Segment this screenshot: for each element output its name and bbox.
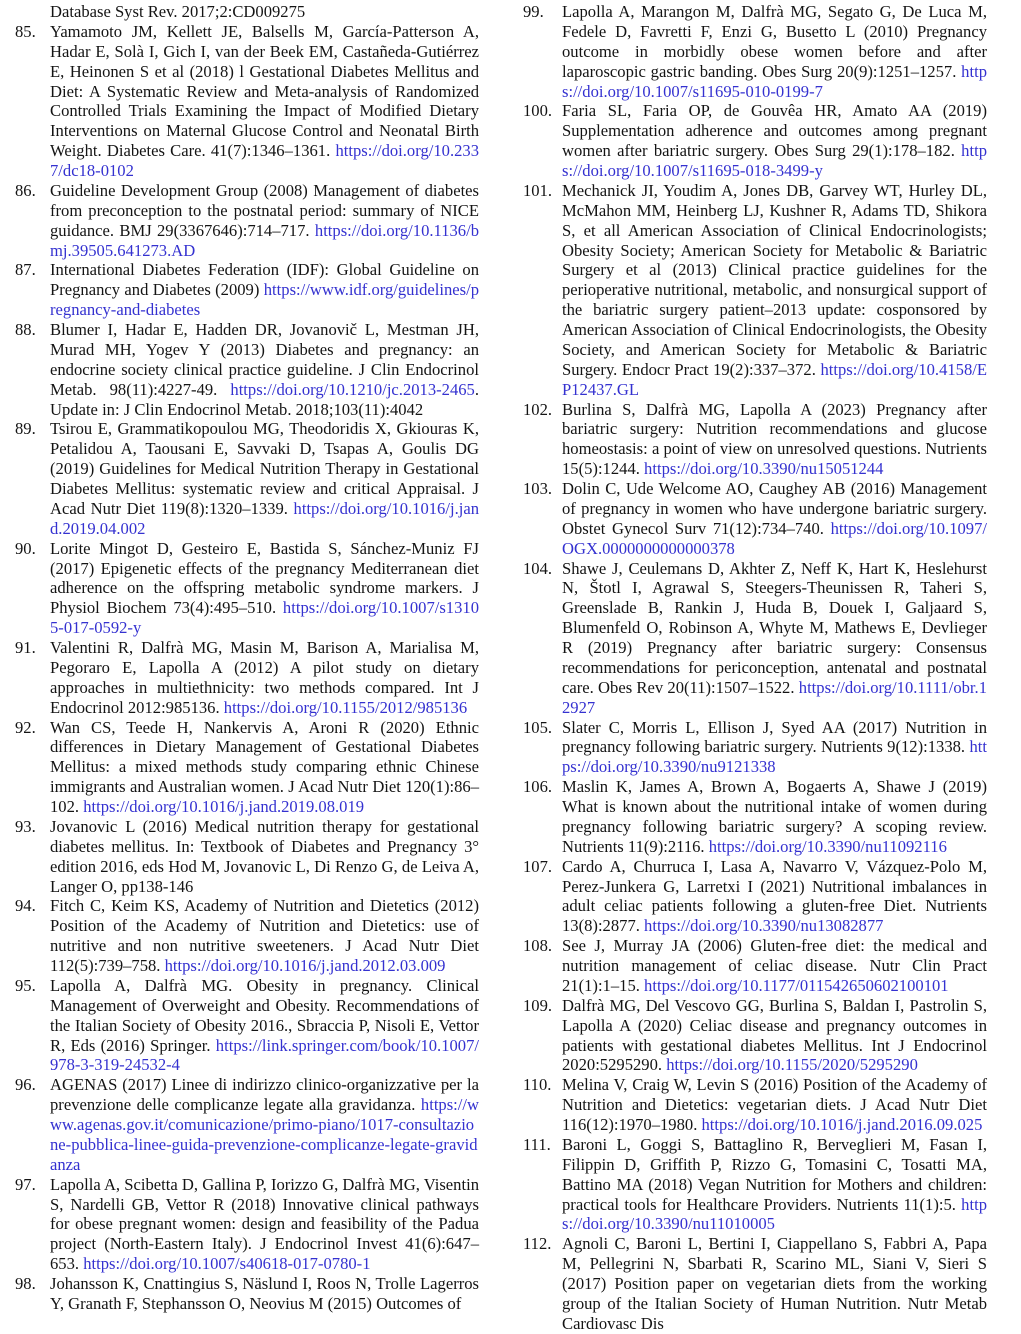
reference-text-segment: AGENAS (2017) Linee di indirizzo clinico-organizzative per la prevenzione delle complicanze legate alla gravidanza. (50, 1075, 479, 1115)
doi-link[interactable]: https://link.springer.com/book/10.1007/978-3-319-24532-4 (50, 1035, 479, 1075)
reference-number: 100. (523, 101, 553, 121)
reference-number: 104. (523, 558, 553, 578)
reference-number: 94. (15, 896, 36, 916)
doi-link[interactable]: https://doi.org/10.1155/2012/985136 (223, 697, 468, 717)
reference-number: 88. (15, 320, 36, 339)
reference-text (562, 181, 987, 399)
reference-item (523, 559, 987, 718)
reference-number: 112. (523, 1234, 552, 1254)
reference-item (15, 896, 479, 976)
reference-text (50, 638, 479, 717)
reference-text-segment: Faria SL, Faria OP, de Gouvêa HR, Amato AA (2019) Supplementation adherence and outcomes among pregnant women after bariatric surgery. Obes Surg 29(1):178–182. (562, 101, 987, 161)
reference-number: 86. (15, 180, 36, 200)
reference-number: 93. (15, 816, 36, 836)
reference-text (50, 718, 479, 817)
reference-text (562, 101, 987, 180)
reference-item (523, 718, 987, 778)
reference-number: 110. (523, 1075, 552, 1095)
reference-text (562, 936, 987, 995)
reference-item (523, 1234, 987, 1333)
reference-text-segment: Lapolla A, Marangon M, Dalfrà MG, Segato G, De Luca M, Fedele D, Favretti F, Enzi G, Busetto L (2010) Pregnancy outcome in morbidly obese women before and after laparoscopic gastric banding. Obes Surg 20(9):1251–1257. (562, 2, 987, 81)
doi-link[interactable]: https://doi.org/10.1016/j.jand.2019.04.002 (50, 498, 479, 538)
reference-item (15, 260, 479, 320)
reference-number: 109. (523, 995, 553, 1015)
reference-text (562, 857, 987, 936)
reference-number: 108. (523, 936, 553, 956)
reference-text-segment: Agnoli C, Baroni L, Bertini I, Ciappellano S, Fabbri A, Papa M, Pellegrini N, Sbarbati R, Scarino ML, Siani V, Sieri S (2017) Position paper on vegetarian diets from the working group of the Italian Society of Human Nutrition. Nutr Metab Cardiovasc Dis (562, 1234, 987, 1333)
reference-text-segment: International Diabetes Federation (IDF): Global Guideline on Pregnancy and Diabetes (2009) (50, 260, 479, 300)
doi-link[interactable]: https://doi.org/10.1016/j.jand.2016.09.025 (701, 1115, 983, 1134)
doi-link[interactable]: https://doi.org/10.1007/s11695-018-3499-y (562, 141, 987, 180)
doi-link[interactable]: https://www.idf.org/guidelines/pregnancy-and-diabetes (50, 280, 479, 320)
reference-text-segment: See J, Murray JA (2006) Gluten-free diet: the medical and nutrition management of celiac disease. Nutr Clin Pract 21(1):1–15. (562, 936, 987, 995)
reference-text (50, 1175, 479, 1274)
reference-number: 111. (523, 1134, 551, 1154)
reference-text-segment: Valentini R, Dalfrà MG, Masin M, Barison A, Marialisa M, Pegoraro E, Lapolla A (2012) A pilot study on dietary approaches in multiethnicity: two methods compared. Int J Endocrinol 2012:985136. (50, 638, 479, 717)
reference-item (523, 1075, 987, 1135)
reference-text-segment: Mechanick JI, Youdim A, Jones DB, Garvey WT, Hurley DL, McMahon MM, Heinberg LJ, Kushner R, Adams TD, Shikora S, et all American Association of Clinical Endocrinologists; Obesity Society; American Society for Metabolic & Bariatric Surgery et al (2013) Clinical practice guidelines for the perioperative nutritional, metabolic, and nonsurgical support of the bariatric surgery patient–2013 update: cosponsored by American Association of Clinical Endocrinologists, the Obesity Society, and American Society for Metabolic & Bariatric Surgery. Endocr Pract 19(2):337–372. (562, 180, 987, 379)
reference-number: 103. (523, 479, 553, 498)
reference-text-segment: Guideline Development Group (2008) Management of diabetes from preconception to the postnatal period: summary of NICE guidance. BMJ 29(3367646):714–717. (50, 180, 479, 240)
reference-item (15, 718, 479, 817)
reference-text-segment: Blumer I, Hadar E, Hadden DR, Jovanovič L, Mestman JH, Murad MH, Yogev Y (2013) Diabetes and pregnancy: an endocrine society clinical practice guideline. J Clin Endocrinol Metab. 98(11):4227-49. (50, 320, 479, 399)
reference-number: 87. (15, 260, 36, 280)
reference-text-segment: Tsirou E, Grammatikopoulou MG, Theodoridis X, Gkiouras K, Petalidou A, Taousani E, Savvaki D, Tsapas A, Goulis DG (2019) Guidelines for Medical Nutrition Therapy in Gestational Diabetes Mellitus: systematic review and critical Appraisal. J Acad Nutr Diet 119(8):1320–1339. (50, 419, 479, 518)
reference-text (50, 1274, 479, 1313)
reference-number: 85. (15, 21, 36, 41)
reference-item (523, 936, 987, 996)
reference-text-segment: Shawe J, Ceulemans D, Akhter Z, Neff K, Hart K, Heslehurst N, Štotl I, Agrawal S, Steegers-Theunissen R, Taheri S, Greenslade B, Rankin J, Huda B, Douek I, Galjaard S, Blumenfeld O, Robinson A, Whyte M, Mathews E, Devlieger R (2019) Pregnancy after bariatric surgery: Consensus recommendations for periconception, antenatal and postnatal care. Obes Rev 20(11):1507–1522. (562, 558, 987, 697)
reference-text (50, 976, 479, 1075)
reference-text (562, 559, 987, 717)
reference-item (523, 857, 987, 937)
reference-text (50, 1075, 479, 1174)
reference-text (50, 22, 479, 180)
references-column-left (15, 2, 479, 1334)
reference-item (523, 400, 987, 480)
reference-number: 97. (15, 1174, 36, 1194)
reference-text-segment: Baroni L, Goggi S, Battaglino R, Berveglieri M, Fasan I, Filippin D, Griffith P, Rizzo G, Tomasini C, Tosatti MA, Battino MA (2018) Vegan Nutrition for Mothers and children: practical tools for Healthcare Providers. Nutrients 11(1):5. (562, 1134, 987, 1214)
reference-text-segment: Jovanovic L (2016) Medical nutrition therapy for gestational diabetes mellitus. In: Textbook of Diabetes and Pregnancy 3° edition 2016, eds Hod M, Jovanovic L, Di Renzo G, de Leiva A, Langer O, pp138-146 (50, 816, 479, 896)
reference-item (15, 638, 479, 718)
reference-number: 99. (523, 2, 544, 21)
reference-text-segment: Slater C, Morris L, Ellison J, Syed AA (2017) Nutrition in pregnancy following bariatric surgery. Nutrients 9(12):1338. (562, 717, 987, 757)
doi-link[interactable]: https://doi.org/10.1016/j.jand.2019.08.019 (83, 797, 365, 816)
reference-number: 89. (15, 419, 36, 439)
doi-link[interactable]: https://www.agenas.gov.it/comunicazione/primo-piano/1017-consultazione-pubblica-linee-guida-prevenzione-complicanze-legate-gravidanza (50, 1095, 479, 1174)
reference-text-segment: Yamamoto JM, Kellett JE, Balsells M, García-Patterson A, Hadar E, Solà I, Gich I, van der Beek EM, Castañeda-Gutiérrez E, Heinonen S et al (2018) l Gestational Diabetes Mellitus and Diet: A Systematic Review and Meta-analysis of Randomized Controlled Trials Examining the Impact of Modified Dietary Interventions on Maternal Glucose Control and Neonatal Birth Weight. Diabetes Care. 41(7):1346–1361. (50, 21, 479, 161)
reference-number: 96. (15, 1075, 36, 1095)
reference-text (50, 539, 479, 638)
reference-number: 101. (523, 180, 553, 200)
doi-link[interactable]: https://doi.org/10.1016/j.jand.2012.03.009 (164, 956, 446, 975)
doi-link[interactable]: https://doi.org/10.3390/nu11010005 (562, 1194, 987, 1234)
doi-link[interactable]: https://doi.org/10.1111/obr.12927 (562, 677, 987, 717)
reference-item (15, 22, 479, 181)
reference-text (50, 320, 479, 419)
doi-link[interactable]: https://doi.org/10.3390/nu15051244 (644, 459, 884, 479)
reference-item (523, 101, 987, 181)
reference-item (15, 2, 479, 22)
reference-item (523, 2, 987, 101)
reference-text-segment: Fitch C, Keim KS, Academy of Nutrition and Dietetics (2012) Position of the Academy of Nutrition and Dietetics: use of nutritive and non nutritive sweeteners. J Acad Nutr Diet 112(5):739–758. (50, 896, 479, 975)
reference-item (15, 539, 479, 638)
reference-text (562, 996, 987, 1075)
reference-text (50, 181, 479, 260)
doi-link[interactable]: https://doi.org/10.3390/nu9121338 (562, 737, 987, 777)
reference-item (15, 976, 479, 1075)
reference-text (562, 1135, 987, 1234)
reference-text (562, 777, 987, 856)
reference-number: 95. (15, 975, 36, 995)
reference-number: 98. (15, 1274, 36, 1293)
reference-number: 105. (523, 717, 553, 737)
reference-text (50, 896, 479, 975)
references-column-right (523, 2, 987, 1334)
reference-item (15, 320, 479, 419)
reference-text (50, 260, 479, 319)
reference-text (562, 2, 987, 101)
reference-number: 90. (15, 538, 36, 558)
reference-text (562, 1075, 987, 1134)
doi-link[interactable]: https://doi.org/10.2337/dc18-0102 (50, 141, 479, 180)
reference-text-segment: Lorite Mingot D, Gesteiro E, Bastida S, Sánchez-Muniz FJ (2017) Epigenetic effects of the pregnancy Mediterranean diet adherence on the offspring metabolic syndrome markers. J Physiol Biochem 73(4):495–510. (50, 538, 479, 618)
reference-item (523, 1135, 987, 1234)
doi-link[interactable]: https://doi.org/10.3390/nu13082877 (644, 916, 884, 936)
reference-text (562, 718, 987, 777)
reference-text-segment: Dalfrà MG, Del Vescovo GG, Burlina S, Baldan I, Pastrolin S, Lapolla A (2020) Celiac disease and pregnancy outcomes in patients with gestational diabetes Mellitus. Int J Endocrinol 2020:5295290. (562, 995, 987, 1075)
doi-link[interactable]: https://doi.org/10.1007/s13105-017-0592-y (50, 598, 479, 638)
reference-item (15, 1075, 479, 1174)
reference-item (15, 1175, 479, 1274)
doi-link[interactable]: https://doi.org/10.1007/s11695-010-0199-7 (562, 61, 987, 101)
reference-text-segment: Wan CS, Teede H, Nankervis A, Aroni R (2020) Ethnic differences in Dietary Management of Gestational Diabetes Mellitus: a mixed methods study comparing ethnic Chinese immigrants and Australian women. J Acad Nutr Diet 120(1):86–102. (50, 717, 479, 816)
reference-text-segment: Johansson K, Cnattingius S, Näslund I, Roos N, Trolle Lagerros Y, Granath F, Stephansson O, Neovius M (2015) Outcomes of (50, 1274, 479, 1313)
doi-link[interactable]: https://doi.org/10.1007/s40618-017-0780-1 (83, 1254, 371, 1274)
reference-number: 92. (15, 717, 36, 737)
reference-item (523, 996, 987, 1076)
reference-text-segment: Burlina S, Dalfrà MG, Lapolla A (2023) Pregnancy after bariatric surgery: Nutrition recommendations and glucose homeostasis: a point of view on unresolved questions. Nutrients 15(5):1244. (562, 399, 987, 479)
reference-text-segment: Lapolla A, Scibetta D, Gallina P, Iorizzo G, Dalfrà MG, Visentin S, Nardelli GB, Vettor R (2018) Innovative clinical pathways for obese pregnant women: design and feasibility of the Padua project (North-Eastern Italy). J Endocrinol Invest 41(6):647–653. (50, 1174, 479, 1274)
reference-text-segment: . Update in: J Clin Endocrinol Metab. 2018;103(11):4042 (50, 379, 479, 419)
reference-text (50, 817, 479, 896)
reference-text-segment: Lapolla A, Dalfrà MG. Obesity in pregnancy. Clinical Management of Overweight and Obesity. Recommendations of the Italian Society of Obesity 2016., Sbraccia P, Nisoli E, Vettor R, Eds (2016) Springer. (50, 975, 479, 1055)
reference-item (15, 817, 479, 897)
reference-text-segment: Dolin C, Ude Welcome AO, Caughey AB (2016) Management of pregnancy in women who have undergone bariatric surgery. Obstet Gynecol Surv 71(12):734–740. (562, 479, 987, 538)
reference-text-segment: Maslin K, James A, Brown A, Bogaerts A, Shawe J (2019) What is known about the nutritional intake of women during pregnancy following bariatric surgery? A scoping review. Nutrients 11(9):2116. (562, 777, 987, 856)
reference-text-segment: Melina V, Craig W, Levin S (2016) Position of the Academy of Nutrition and Dietetics: vegetarian diets. J Acad Nutr Diet 116(12):1970–1980. (562, 1075, 987, 1134)
reference-item (15, 1274, 479, 1314)
doi-link[interactable]: https://doi.org/10.3390/nu11092116 (708, 836, 947, 856)
reference-item (523, 777, 987, 857)
reference-number: 107. (523, 856, 553, 876)
reference-text (562, 400, 987, 479)
reference-item (523, 181, 987, 400)
doi-link[interactable]: https://doi.org/10.1136/bmj.39505.641273.AD (50, 220, 479, 260)
reference-text (50, 419, 479, 537)
reference-text-segment: Cardo A, Churruca I, Lasa A, Navarro V, Vázquez-Polo M, Perez-Junkera G, Larretxi I (2021) Nutritional imbalances in adult celiac patients following a gluten-free Diet. Nutrients 13(8):2877. (562, 856, 987, 936)
reference-text-segment: Database Syst Rev. 2017;2:CD009275 (50, 2, 306, 21)
reference-text (562, 479, 987, 558)
reference-item (15, 181, 479, 261)
doi-link[interactable]: https://doi.org/10.4158/EP12437.GL (562, 359, 987, 399)
doi-link[interactable]: https://doi.org/10.1210/jc.2013-2465 (230, 379, 475, 399)
reference-number: 106. (523, 777, 553, 797)
doi-link[interactable]: https://doi.org/10.1155/2020/5295290 (666, 1055, 918, 1075)
doi-link[interactable]: https://doi.org/10.1177/011542650602100101 (644, 975, 949, 995)
reference-text (50, 2, 305, 21)
reference-text (562, 1234, 987, 1333)
doi-link[interactable]: https://doi.org/10.1097/OGX.0000000000000378 (562, 518, 987, 558)
reference-item (15, 419, 479, 538)
reference-number: 91. (15, 638, 36, 657)
reference-number: 102. (523, 399, 553, 419)
reference-item (523, 479, 987, 559)
